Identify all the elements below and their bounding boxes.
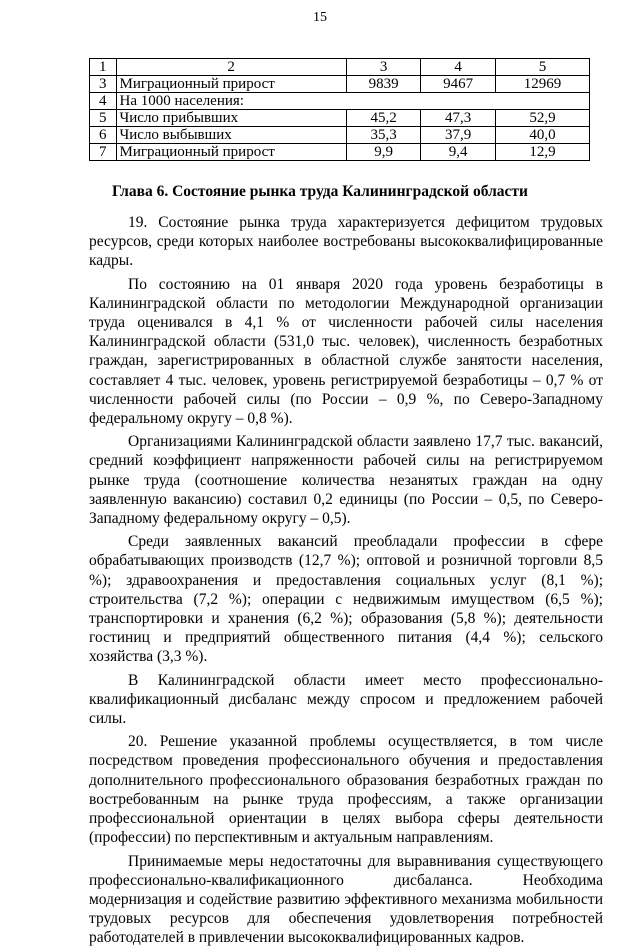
paragraph: Среди заявленных вакансий преобладали профессии в сфере обрабатывающих производств (12,7 %); оптовой и розничной торговли 8,5 %); здравоохранения и предоставления социальных услуг (8,1 %); строительства (7,2 %); операции с недвижимым имуществом (6,5 %); транспортировки и хранения (6,2 %); образования (5,8 %); деятельности гостиниц и предприятий общественного питания (4,4 %); сельского хозяйства (3,3 %).: [89, 533, 603, 666]
paragraph: 19. Состояние рынка труда характеризуется дефицитом трудовых ресурсов, среди которых наиболее востребованы высококвалифицированные кадры.: [89, 214, 603, 270]
paragraph: 20. Решение указанной проблемы осуществляется, в том числе посредством проведения профессионального обучения и предоставления дополнительного профессионального образования безработных граждан по востребованным на рынке труда профессиям, а также организации профессиональной ориентации в целях выбора сферы деятельности (профессии) по перспективным и актуальным направлениям.: [89, 733, 603, 847]
row-label: Миграционный прирост: [116, 144, 346, 161]
chapter-title: Глава 6. Состояние рынка труда Калининградской области: [112, 183, 528, 200]
table-header-row: [90, 59, 590, 76]
header-cell: 3: [346, 59, 421, 76]
row-value: 9839: [346, 76, 421, 93]
row-value: 45,2: [346, 110, 421, 127]
row-label: Число выбывших: [116, 127, 346, 144]
row-number: 3: [90, 76, 117, 93]
table-row: [90, 110, 590, 127]
row-label: На 1000 населения:: [116, 93, 589, 110]
row-value: 35,3: [346, 127, 421, 144]
row-number: 5: [90, 110, 117, 127]
row-value: 12,9: [495, 144, 589, 161]
row-value: 37,9: [421, 127, 496, 144]
row-number: 7: [90, 144, 117, 161]
row-value: 40,0: [495, 127, 589, 144]
table-row: [90, 93, 590, 110]
row-value: 52,9: [495, 110, 589, 127]
header-cell: 4: [421, 59, 496, 76]
paragraph: Организациями Калининградской области заявлено 17,7 тыс. вакансий, средний коэффициент напряженности рабочей силы на регистрируемом рынке труда (соотношение количества незанятых граждан на одну заявленную вакансию) составил 0,2 единицы (по России – 0,5, по Северо-Западному федеральному округу – 0,5).: [89, 433, 603, 528]
row-value: 9,4: [421, 144, 496, 161]
paragraph: В Калининградской области имеет место профессионально-квалификационный дисбаланс между спросом и предложением рабочей силы.: [89, 671, 603, 728]
table-row: [90, 144, 590, 161]
table-row: [90, 76, 590, 93]
header-cell: 5: [495, 59, 589, 76]
header-cell: 1: [90, 59, 117, 76]
row-number: 6: [90, 127, 117, 144]
row-value: 9,9: [346, 144, 421, 161]
paragraph: По состоянию на 01 января 2020 года уровень безработицы в Калининградской области по методологии Международной организации труда оценивался в 4,1 % от численности рабочей силы населения Калининградской области (531,0 тыс. человек), численность безработных граждан, зарегистрированных в областной службе занятости населения, составляет 4 тыс. человек, уровень регистрируемой безработицы – 0,7 % от численности рабочей силы (по России – 0,9 %, по Северо-Западному федеральному округу – 0,8 %).: [89, 275, 603, 428]
header-cell: 2: [116, 59, 346, 76]
row-value: 9467: [421, 76, 496, 93]
row-value: 12969: [495, 76, 589, 93]
table-row: [90, 127, 590, 144]
row-label: Число прибывших: [116, 110, 346, 127]
paragraph: Принимаемые меры недостаточны для выравнивания существующего профессионально-квалификационного дисбаланса. Необходима модернизация и содействие развитию эффективного механизма мобильности трудовых ресурсов для обеспечения удовлетворения потребностей работодателей в привлечении высококвалифицированных кадров.: [89, 852, 603, 947]
row-label: Миграционный прирост: [116, 76, 346, 93]
body-text: [89, 213, 603, 952]
row-value: 47,3: [421, 110, 496, 127]
page-number: 15: [313, 10, 327, 25]
migration-table: [89, 58, 590, 161]
row-number: 4: [90, 93, 117, 110]
